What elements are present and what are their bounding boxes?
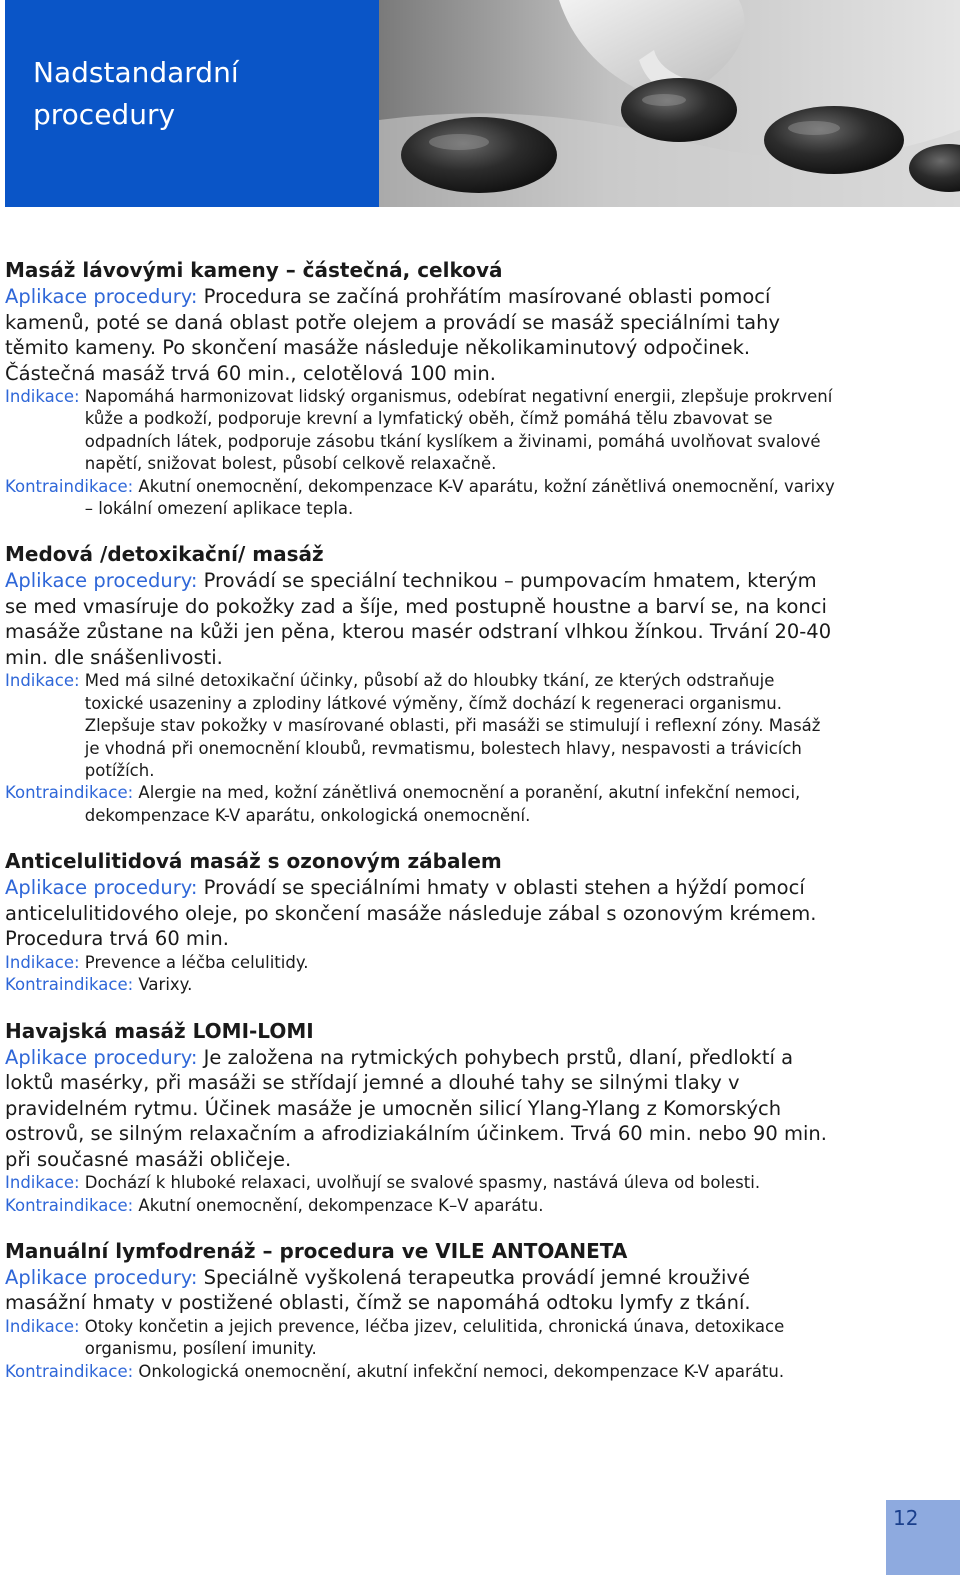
indication-label: Indikace: <box>5 952 85 972</box>
procedure-section <box>5 257 835 520</box>
procedure-contraindication <box>5 782 835 827</box>
procedure-contraindication <box>5 476 835 521</box>
contraindication-label: Kontraindikace: <box>5 783 139 803</box>
application-label: Aplikace procedury: <box>5 569 204 593</box>
hot-stones-photo <box>379 0 960 207</box>
indication-text: Napomáhá harmonizovat lidský organismus, odebírat negativní energii, zlepšuje prokrvení kůže a podkoží, podporuje krevní a lymfatický oběh, čímž pomáhá tělu zbavovat se odpadních látek, podporuje zásobu tkání kyslíkem a živinami, pomáhá uvolňovat svalové napětí, snižovat bolest, působí celkově relaxačně. <box>84 387 833 474</box>
contraindication-text: Akutní onemocnění, dekompenzace K-V aparátu, kožní zánětlivá onemocnění, varixy – lokální omezení aplikace tepla. <box>84 476 835 519</box>
procedure-application <box>5 568 835 670</box>
contraindication-label: Kontraindikace: <box>5 1195 139 1215</box>
procedure-section <box>5 1238 835 1383</box>
application-label: Aplikace procedury: <box>5 876 204 900</box>
procedure-application <box>5 1265 835 1316</box>
indication-label: Indikace: <box>5 1173 85 1193</box>
indication-text: Dochází k hluboké relaxaci, uvolňují se svalové spasmy, nastává úleva od bolesti. <box>84 1173 761 1193</box>
procedure-title: Masáž lávovými kameny – částečná, celková <box>5 258 503 282</box>
contraindication-text: Akutní onemocnění, dekompenzace K–V aparátu. <box>138 1195 544 1215</box>
procedure-section <box>5 541 835 827</box>
procedures-content <box>5 257 835 1404</box>
hot-stones-massage-icon <box>379 0 960 207</box>
header-blue-panel <box>5 0 379 207</box>
procedure-contraindication <box>5 1361 835 1383</box>
contraindication-label: Kontraindikace: <box>5 1361 139 1381</box>
contraindication-text: Onkologická onemocnění, akutní infekční nemoci, dekompenzace K-V aparátu. <box>138 1361 785 1381</box>
procedure-application <box>5 1045 835 1173</box>
indication-label: Indikace: <box>5 1316 85 1336</box>
procedure-application <box>5 875 835 952</box>
application-label: Aplikace procedury: <box>5 1265 204 1289</box>
procedure-title: Havajská masáž LOMI-LOMI <box>5 1018 314 1043</box>
procedure-indication <box>5 1172 835 1194</box>
application-text: Speciálně vyškolená terapeutka provádí jemné krouživé masážní hmaty v postižené oblasti, čímž se napomáhá odtoku lymfy z tkání. <box>5 1265 751 1315</box>
procedure-section <box>5 1018 835 1217</box>
indication-text: Med má silné detoxikační účinky, působí až do hloubky tkání, ze kterých odstraňuje toxické usazeniny a zplodiny látkové výměny, čímž dochází k regeneraci organismu. Zlepšuje stav pokožky v masírované oblasti, při masáži se stimulují i reflexní zóny. Masáž je vhodná při onemocnění kloubů, revmatismu, bolestech hlavy, nespavosti a trávicích potížích. <box>84 671 821 781</box>
application-label: Aplikace procedury: <box>5 285 204 308</box>
page-title <box>33 52 363 136</box>
procedure-contraindication <box>5 974 835 996</box>
procedure-application <box>5 284 835 386</box>
procedure-contraindication <box>5 1195 835 1217</box>
contraindication-text: Varixy. <box>138 975 193 995</box>
indication-label: Indikace: <box>5 671 85 691</box>
procedure-title: Medová /detoxikační/ masáž <box>5 542 324 567</box>
indication-text: Prevence a léčba celulitidy. <box>84 952 309 972</box>
page-number: 12 <box>893 1506 919 1530</box>
page-header <box>5 0 960 207</box>
application-text: Procedura se začíná prohřátím masírované oblasti pomocí kamenů, poté se daná oblast potře olejem a provádí se masáž speciálními tahy těmito kameny. Po skončení masáže následuje několikaminutový odpočinek. Částečná masáž trvá 60 min., celotělová 100 min. <box>5 285 781 385</box>
page-title-line-1: Nadstandardní <box>33 56 239 89</box>
procedure-title: Manuální lymfodrenáž – procedura ve VILE ANTOANETA <box>5 1238 628 1263</box>
page-title-line-2: procedury <box>33 98 176 131</box>
application-label: Aplikace procedury: <box>5 1045 204 1069</box>
procedure-indication <box>5 670 835 782</box>
procedure-section <box>5 848 835 996</box>
application-text: Je založena na rytmických pohybech prstů, dlaní, předloktí a loktů masérky, při masáži se střídají jemné a dlouhé tahy se silnými tlaky v pravidelném rytmu. Účinek masáže je umocněn silicí Ylang-Ylang z Komorských ostrovů, se silným relaxačním a afrodiziakálním účinkem. Trvá 60 min. nebo 90 min. při současné masáži obličeje. <box>5 1045 827 1171</box>
contraindication-label: Kontraindikace: <box>5 975 139 995</box>
page-number-badge <box>886 1500 960 1575</box>
procedure-indication <box>5 952 835 974</box>
procedure-indication <box>5 1316 835 1361</box>
application-text: Provádí se speciální technikou – pumpovacím hmatem, kterým se med vmasíruje do pokožky zad a šíje, med postupně houstne a barví se, na konci masáže zůstane na kůži jen pěna, kterou masér odstraní vlhkou žínkou. Trvání 20-40 min. dle snášenlivosti. <box>5 569 832 669</box>
indication-label: Indikace: <box>5 387 85 406</box>
contraindication-text: Alergie na med, kožní zánětlivá onemocnění a poranění, akutní infekční nemoci, dekompenzace K-V aparátu, onkologická onemocnění. <box>84 783 801 825</box>
procedure-indication <box>5 386 835 476</box>
contraindication-label: Kontraindikace: <box>5 476 139 496</box>
procedure-title: Anticelulitidová masáž s ozonovým zábalem <box>5 849 502 874</box>
application-text: Provádí se speciálními hmaty v oblasti stehen a hýždí pomocí anticelulitidového oleje, po skončení masáže následuje zábal s ozonovým krémem. Procedura trvá 60 min. <box>5 876 817 951</box>
indication-text: Otoky končetin a jejich prevence, léčba jizev, celulitida, chronická únava, detoxikace organismu, posílení imunity. <box>84 1316 785 1359</box>
